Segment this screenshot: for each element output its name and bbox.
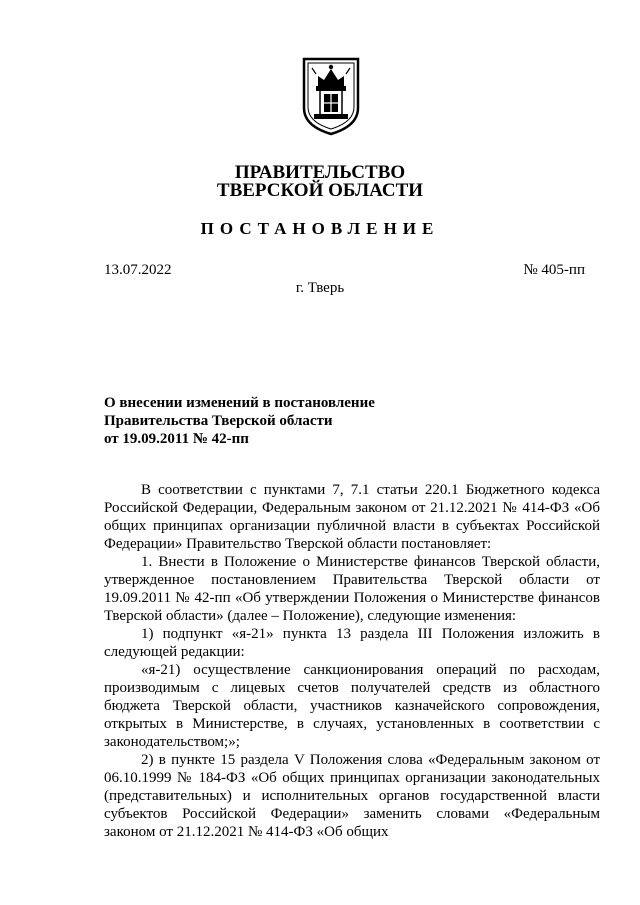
government-title-line1: ПРАВИТЕЛЬСТВО	[234, 162, 406, 183]
document-type: ПОСТАНОВЛЕНИЕ	[200, 219, 440, 238]
body-paragraph: В соответствии с пунктами 7, 7.1 статьи 220.1 Бюджетного кодекса Российской Федерации, Федеральным законом от 21.12.2021 № 414-ФЗ «Об общих принципах организации публичной власти в субъектах Российской Федерации» Правительство Тверской области постановляет:	[104, 482, 600, 552]
government-title-line2: ТВЕРСКОЙ ОБЛАСТИ	[216, 180, 424, 201]
body-paragraph: 1. Внести в Положение о Министерстве финансов Тверской области, утвержденное постановлением Правительства Тверской области от 19.09.2011 № 42-пп «Об утверждении Положения о Министерстве финансов Тверской области» (далее – Положение), следующие изменения:	[104, 554, 600, 624]
subject-line: О внесении изменений в постановление	[104, 395, 375, 411]
tver-coat-of-arms-icon	[298, 56, 364, 136]
document-number: № 405-пп	[523, 262, 585, 278]
subject-line: Правительства Тверской области	[104, 413, 333, 429]
document-subject	[104, 394, 375, 448]
document-city: г. Тверь	[295, 280, 345, 296]
body-paragraph: 1) подпункт «я-21» пункта 13 раздела III Положения изложить в следующей редакции:	[104, 626, 600, 660]
body-paragraph: 2) в пункте 15 раздела V Положения слова «Федеральным законом от 06.10.1999 № 184-ФЗ «Об общих принципах организации законодательных (представительных) и исполнительных органов государственной власти субъектов Российской Федерации» заменить словами «Федеральным законом от 21.12.2021 № 414-ФЗ «Об общих	[104, 752, 600, 840]
document-body	[104, 481, 600, 841]
subject-line: от 19.09.2011 № 42-пп	[104, 431, 249, 447]
body-paragraph: «я-21) осуществление санкционирования операций по расходам, производимым с лицевых счетов получателей средств из областного бюджета Тверской области, участников казначейского сопровождения, открытых в Министерстве, в случаях, установленных в соответствии с законодательством;»;	[104, 662, 600, 750]
document-date: 13.07.2022	[104, 262, 172, 278]
